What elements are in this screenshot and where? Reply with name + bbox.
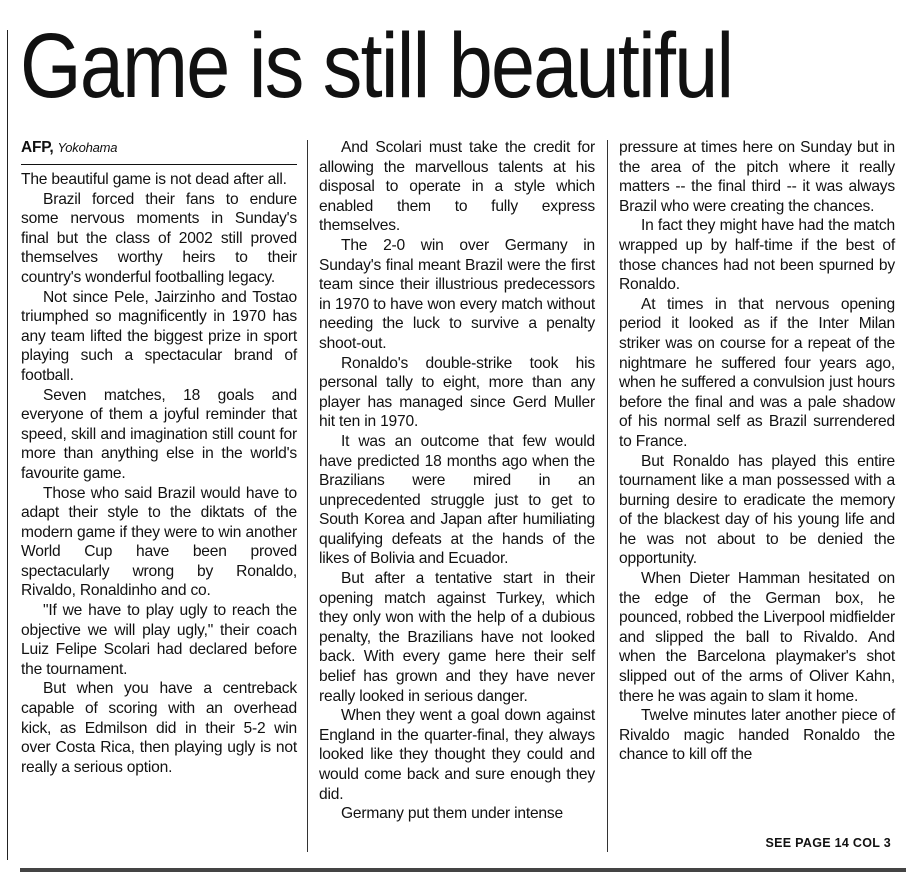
paragraph: The beautiful game is not dead after all. bbox=[21, 171, 287, 188]
article-column-3 bbox=[619, 138, 895, 765]
paragraph: It was an outcome that few would have predicted 18 months ago when the Brazilians were mired in an unprecedented struggle just to get to South Korea and Japan after humiliating qualifying defeats at the hands of the likes of Bolivia and Ecuador. bbox=[319, 432, 595, 568]
paragraph: When they went a goal down against England in the quarter-final, they always looked like they thought they could and would come back and sure enough they did. bbox=[319, 707, 595, 803]
continued-on-page-notice: SEE PAGE 14 COL 3 bbox=[765, 836, 891, 850]
article-column-1 bbox=[21, 138, 297, 777]
paragraph: Not since Pele, Jairzinho and Tostao triumphed so magnificently in 1970 has any team lifted the biggest prize in sport playing such a spectacular brand of football. bbox=[21, 288, 297, 384]
paragraph: Seven matches, 18 goals and everyone of them a joyful reminder that speed, skill and imagination still count for more than anything else in the world's favourite game. bbox=[21, 386, 297, 482]
paragraph: At times in that nervous opening period it looked as if the Inter Milan striker was on course for a repeat of the nightmare he suffered four years ago, when he suffered a convulsion just hours before the final and was a pale shadow of his normal self as Brazil surrendered to France. bbox=[619, 295, 895, 450]
paragraph: When Dieter Hamman hesitated on the edge of the German box, he pounced, robbed the Liverpool midfielder and slipped the ball to Rivaldo. And when the Barcelona playmaker's shot slipped out of the arms of Oliver Kahn, there he was again to slam it home. bbox=[619, 570, 895, 705]
byline-place: Yokohama bbox=[57, 140, 118, 155]
byline bbox=[21, 138, 297, 165]
paragraph: But after a tentative start in their opening match against Turkey, which they only won with the help of a dubious penalty, the Brazilians have not looked back. With every game here their self belief has grown and they have never really looked in serious danger. bbox=[319, 570, 595, 705]
paragraph: In fact they might have had the match wrapped up by half-time if the best of those chances had not been spurned by Ronaldo. bbox=[619, 217, 895, 294]
headline: Game is still beautiful bbox=[20, 15, 733, 117]
paragraph: The 2-0 win over Germany in Sunday's final meant Brazil were the first team since their illustrious predecessors in 1970 to have won every match without needing the luck to survive a penalty shoot-out. bbox=[319, 236, 595, 352]
left-margin-rule bbox=[7, 30, 8, 860]
article-column-2 bbox=[319, 138, 595, 824]
byline-source: AFP, bbox=[21, 139, 54, 156]
paragraph: "If we have to play ugly to reach the objective we will play ugly," their coach Luiz Felipe Scolari had declared before the tournament. bbox=[21, 602, 297, 678]
paragraph: Ronaldo's double-strike took his personal tally to eight, more than any player has managed since Gerd Muller hit ten in 1970. bbox=[319, 354, 595, 431]
paragraph: But Ronaldo has played this entire tournament like a man possessed with a burning desire to eradicate the memory of the blackest day of his young life and he was not about to be denied the opportunity. bbox=[619, 452, 895, 568]
column-separator bbox=[307, 140, 308, 852]
paragraph: pressure at times here on Sunday but in the area of the pitch where it really matters -- the final third -- it was always Brazil who were creating the chances. bbox=[619, 139, 895, 215]
column-separator bbox=[607, 140, 608, 852]
paragraph: Those who said Brazil would have to adapt their style to the diktats of the modern game if they were to win another World Cup have been proved spectacularly wrong by Ronaldo, Rivaldo, Ronaldinho and co. bbox=[21, 484, 297, 600]
paragraph: But when you have a centreback capable of scoring with an overhead kick, as Edmilson did in their 5-2 win over Costa Rica, then playing ugly is not really a serious option. bbox=[21, 680, 297, 776]
paragraph: Twelve minutes later another piece of Rivaldo magic handed Ronaldo the chance to kill off the bbox=[619, 707, 895, 764]
paragraph: Brazil forced their fans to endure some nervous moments in Sunday's final but the class of 2002 still proved themselves worthy heirs to their country's wonderful footballing legacy. bbox=[21, 190, 297, 286]
paragraph: And Scolari must take the credit for allowing the marvellous talents at his disposal to operate in a style which enabled them to fully express themselves. bbox=[319, 139, 595, 235]
bottom-rule bbox=[20, 868, 906, 872]
paragraph: Germany put them under intense bbox=[341, 805, 563, 823]
